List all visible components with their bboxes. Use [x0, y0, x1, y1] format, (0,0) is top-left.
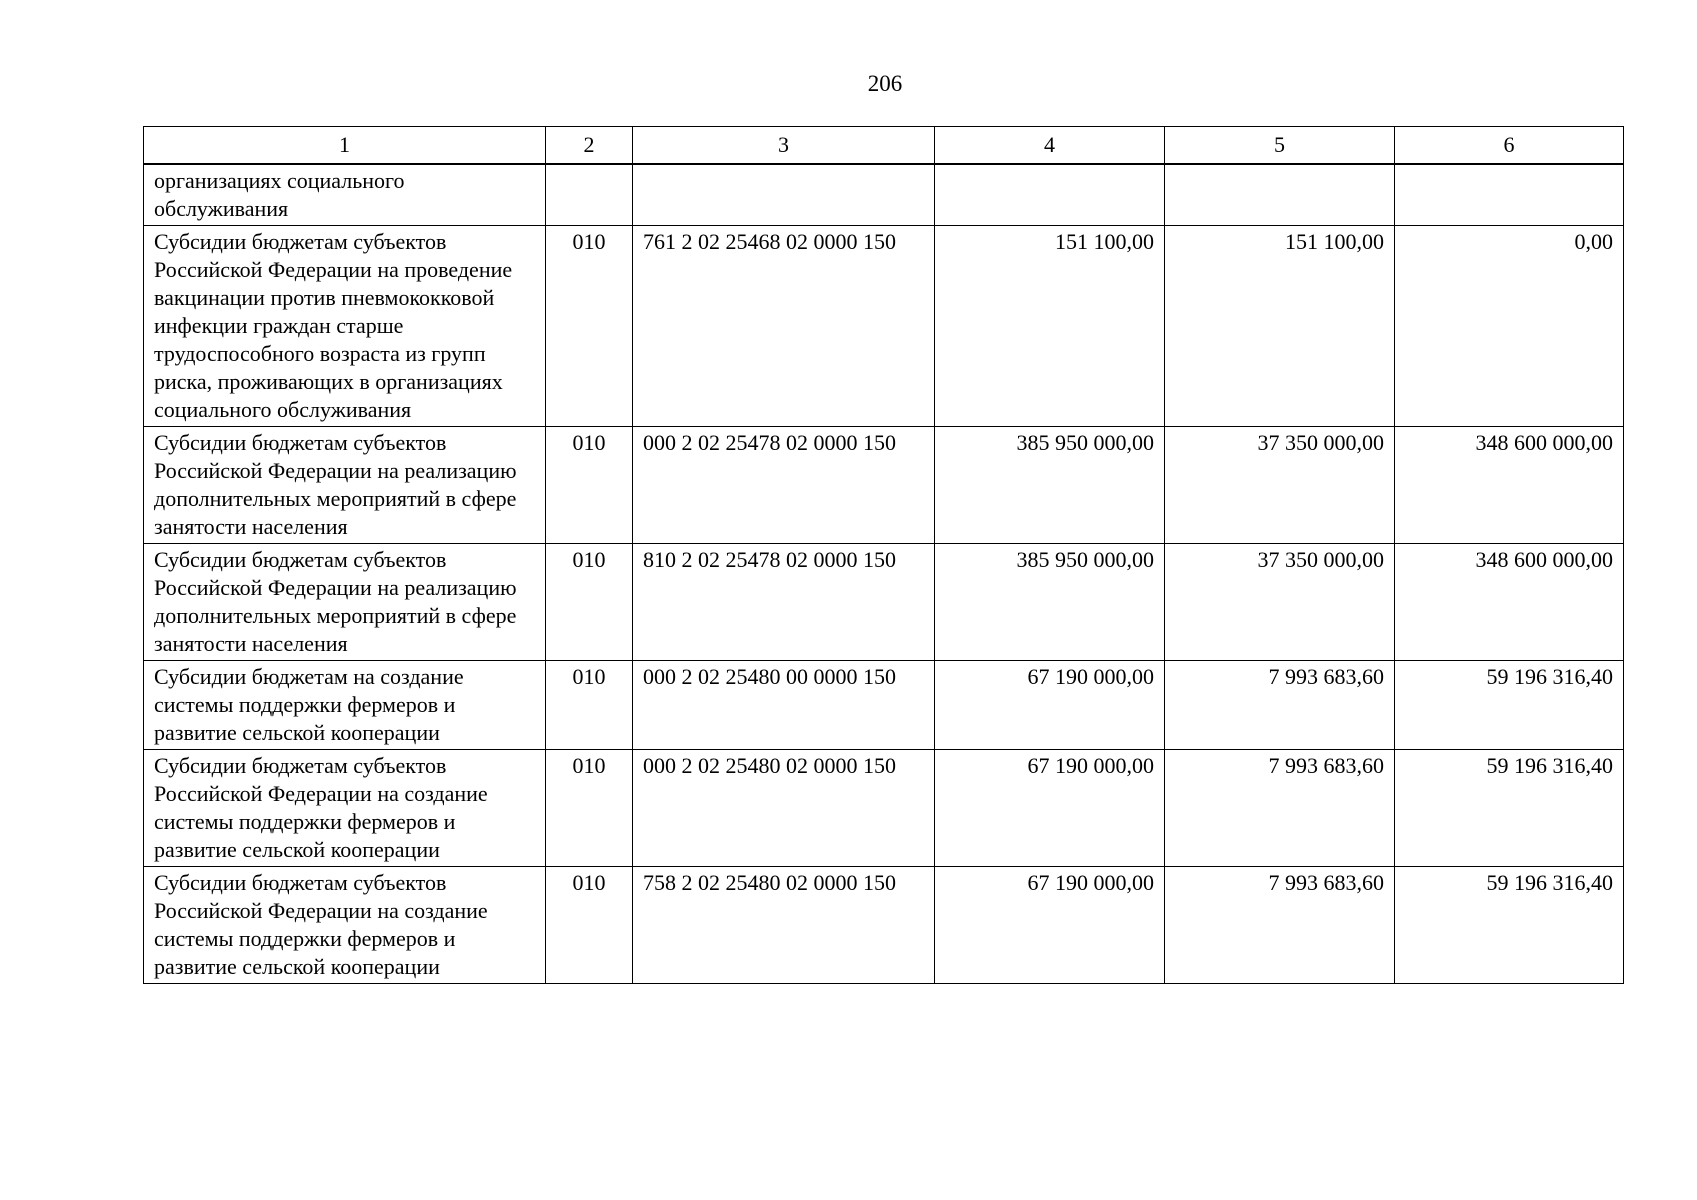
row-col4: 67 190 000,00 — [935, 867, 1165, 984]
row-col6: 0,00 — [1395, 226, 1624, 427]
table-row — [144, 427, 1624, 544]
row-col5 — [1165, 164, 1395, 226]
table-row — [144, 867, 1624, 984]
row-name: Субсидии бюджетам субъектов Российской Федерации на проведение вакцинации против пневмококковой инфекции граждан старше трудоспособного возраста из групп риска, проживающих в организациях социального обслуживания — [144, 226, 546, 427]
row-col5: 151 100,00 — [1165, 226, 1395, 427]
row-col5: 7 993 683,60 — [1165, 750, 1395, 867]
row-kbk: 000 2 02 25480 00 0000 150 — [633, 661, 935, 750]
row-name: Субсидии бюджетам на создание системы поддержки фермеров и развитие сельской кооперации — [144, 661, 546, 750]
row-col4 — [935, 164, 1165, 226]
row-col6 — [1395, 164, 1624, 226]
table-row — [144, 661, 1624, 750]
row-col4: 67 190 000,00 — [935, 750, 1165, 867]
row-code: 010 — [546, 226, 633, 427]
row-name: Субсидии бюджетам субъектов Российской Федерации на создание системы поддержки фермеров и развитие сельской кооперации — [144, 867, 546, 984]
row-code: 010 — [546, 867, 633, 984]
row-col5: 7 993 683,60 — [1165, 661, 1395, 750]
header-col-3: 3 — [633, 127, 935, 165]
row-code — [546, 164, 633, 226]
table-body — [144, 164, 1624, 984]
row-col6: 59 196 316,40 — [1395, 867, 1624, 984]
header-col-6: 6 — [1395, 127, 1624, 165]
table-row — [144, 544, 1624, 661]
row-col4: 385 950 000,00 — [935, 544, 1165, 661]
row-kbk: 000 2 02 25478 02 0000 150 — [633, 427, 935, 544]
budget-table — [143, 126, 1624, 984]
header-col-4: 4 — [935, 127, 1165, 165]
row-col6: 348 600 000,00 — [1395, 544, 1624, 661]
row-col4: 67 190 000,00 — [935, 661, 1165, 750]
page-number: 206 — [867, 71, 903, 96]
table-row — [144, 226, 1624, 427]
header-col-1: 1 — [144, 127, 546, 165]
row-col6: 59 196 316,40 — [1395, 661, 1624, 750]
row-col5: 37 350 000,00 — [1165, 544, 1395, 661]
row-col6: 59 196 316,40 — [1395, 750, 1624, 867]
header-row — [144, 127, 1624, 165]
row-code: 010 — [546, 661, 633, 750]
table-row — [144, 164, 1624, 226]
row-name: Субсидии бюджетам субъектов Российской Федерации на реализацию дополнительных мероприятий в сфере занятости населения — [144, 544, 546, 661]
row-col5: 37 350 000,00 — [1165, 427, 1395, 544]
row-kbk: 761 2 02 25468 02 0000 150 — [633, 226, 935, 427]
row-name: организациях социального обслуживания — [144, 164, 546, 226]
table-header — [144, 127, 1624, 165]
row-kbk: 000 2 02 25480 02 0000 150 — [633, 750, 935, 867]
row-code: 010 — [546, 427, 633, 544]
row-col6: 348 600 000,00 — [1395, 427, 1624, 544]
row-col4: 151 100,00 — [935, 226, 1165, 427]
row-kbk — [633, 164, 935, 226]
row-col5: 7 993 683,60 — [1165, 867, 1395, 984]
row-kbk: 758 2 02 25480 02 0000 150 — [633, 867, 935, 984]
row-col4: 385 950 000,00 — [935, 427, 1165, 544]
header-col-2: 2 — [546, 127, 633, 165]
row-code: 010 — [546, 750, 633, 867]
table-row — [144, 750, 1624, 867]
header-col-5: 5 — [1165, 127, 1395, 165]
row-name: Субсидии бюджетам субъектов Российской Федерации на создание системы поддержки фермеров и развитие сельской кооперации — [144, 750, 546, 867]
row-name: Субсидии бюджетам субъектов Российской Федерации на реализацию дополнительных мероприятий в сфере занятости населения — [144, 427, 546, 544]
row-kbk: 810 2 02 25478 02 0000 150 — [633, 544, 935, 661]
row-code: 010 — [546, 544, 633, 661]
